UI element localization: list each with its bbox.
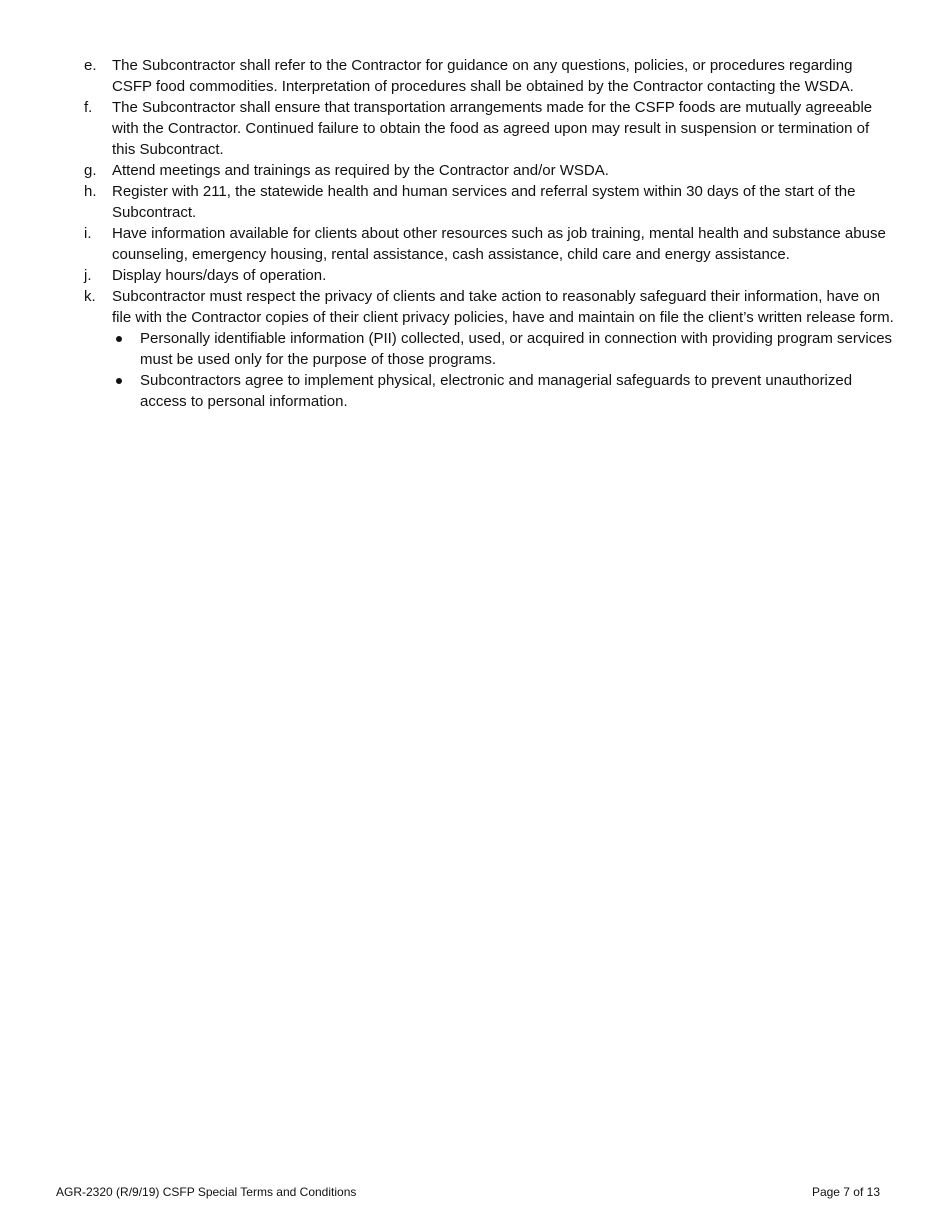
terms-list (84, 55, 896, 412)
list-marker: e. (84, 57, 97, 74)
list-item-text: Attend meetings and trainings as required by the Contractor and/or WSDA. (112, 162, 609, 179)
bullet-item (112, 370, 896, 412)
list-item-text: Have information available for clients about other resources such as job training, mental health and substance abuse counseling, emergency housing, rental assistance, cash assistance, child care and energy assistance. (112, 225, 886, 263)
list-item (84, 181, 896, 223)
bullet-item-text: Personally identifiable information (PII) collected, used, or acquired in connection with providing program services must be used only for the purpose of those programs. (140, 330, 893, 368)
list-marker: k. (84, 288, 96, 305)
list-marker: f. (84, 99, 93, 116)
bullet-icon (116, 336, 122, 342)
bullet-icon (116, 378, 122, 384)
list-item (84, 55, 896, 97)
list-marker: i. (84, 225, 92, 242)
list-item (84, 97, 896, 160)
list-item (84, 223, 896, 265)
list-item-text: Subcontractor must respect the privacy of clients and take action to reasonably safeguard their information, have on file with the Contractor copies of their client privacy policies, have and maintain on file the client’s written release form. (112, 288, 894, 326)
list-item (84, 265, 896, 286)
bullet-item (112, 328, 896, 370)
list-marker: h. (84, 183, 97, 200)
bullet-item-text: Subcontractors agree to implement physical, electronic and managerial safeguards to prevent unauthorized access to personal information. (140, 372, 853, 410)
footer-page-number: Page 7 of 13 (811, 1185, 880, 1199)
list-item (84, 286, 896, 412)
list-item-text: The Subcontractor shall refer to the Contractor for guidance on any questions, policies, or procedures regarding CSFP food commodities. Interpretation of procedures shall be obtained by the Contractor contacting the WSDA. (112, 57, 854, 95)
list-item-text: The Subcontractor shall ensure that transportation arrangements made for the CSFP foods are mutually agreeable with the Contractor. Continued failure to obtain the food as agreed upon may result in suspension or termination of this Subcontract. (112, 99, 873, 158)
list-marker: j. (84, 267, 92, 284)
list-item-text: Register with 211, the statewide health and human services and referral system within 30 days of the start of the Subcontract. (112, 183, 856, 221)
list-item-text: Display hours/days of operation. (112, 267, 327, 284)
terms-content (84, 55, 896, 412)
footer-document-id: AGR-2320 (R/9/19) CSFP Special Terms and Conditions (56, 1185, 357, 1199)
list-marker: g. (84, 162, 97, 179)
page-footer (56, 1184, 880, 1200)
privacy-bullet-list (112, 328, 896, 412)
list-item (84, 160, 896, 181)
